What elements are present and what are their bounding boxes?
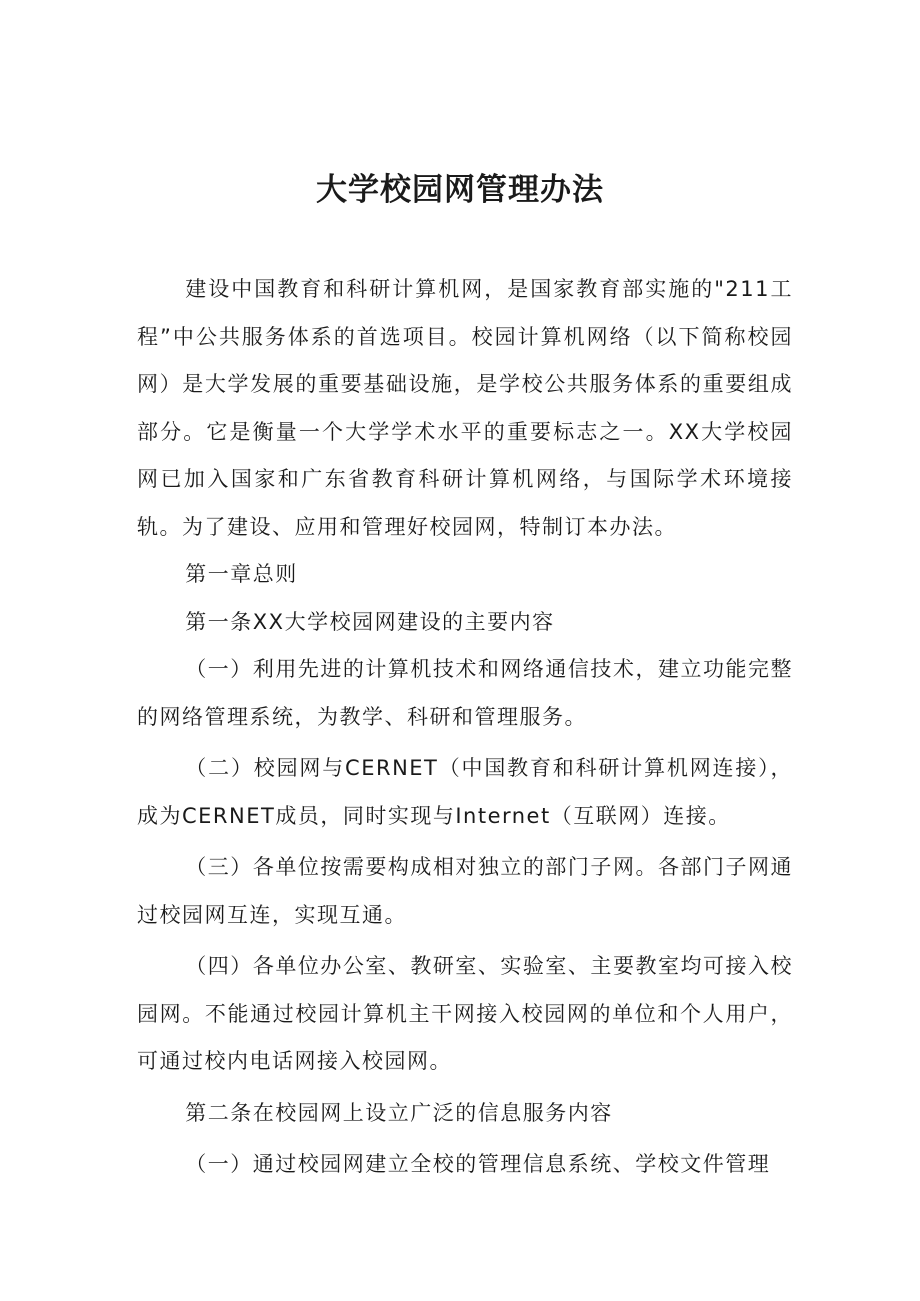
article-heading: 第二条在校园网上设立广泛的信息服务内容	[185, 1100, 613, 1125]
article-item: （一）利用先进的计算机技术和网络通信技术，建立功能完整的网络管理系统，为教学、科研和管理服务。	[137, 657, 793, 729]
article-heading: 第一条XX大学校园网建设的主要内容	[185, 609, 555, 634]
document-body	[137, 266, 793, 1189]
article-item: （一）通过校园网建立全校的管理信息系统、学校文件管理	[185, 1152, 771, 1176]
intro-paragraph: 建设中国教育和科研计算机网，是国家教育部实施的"211工程”中公共服务体系的首选项目。校园计算机网络（以下简称校园网）是大学发展的重要基础设施，是学校公共服务体系的重要组成部分。它是衡量一个大学学术水平的重要标志之一。XX大学校园网已加入国家和广东省教育科研计算机网络，与国际学术环境接轨。为了建设、应用和管理好校园网，特制订本办法。	[137, 277, 793, 539]
document-title: 大学校园网管理办法	[316, 172, 604, 208]
article-item: （二）校园网与CERNET（中国教育和科研计算机网连接），成为CERNET成员，同时实现与Internet（互联网）连接。	[137, 756, 793, 828]
chapter-heading: 第一章总则	[185, 562, 298, 586]
article-item: （三）各单位按需要构成相对独立的部门子网。各部门子网通过校园网互连，实现互通。	[137, 855, 793, 927]
article-item: （四）各单位办公室、教研室、实验室、主要教室均可接入校园网。不能通过校园计算机主干网接入校园网的单位和个人用户，可通过校内电话网接入校园网。	[137, 954, 793, 1073]
